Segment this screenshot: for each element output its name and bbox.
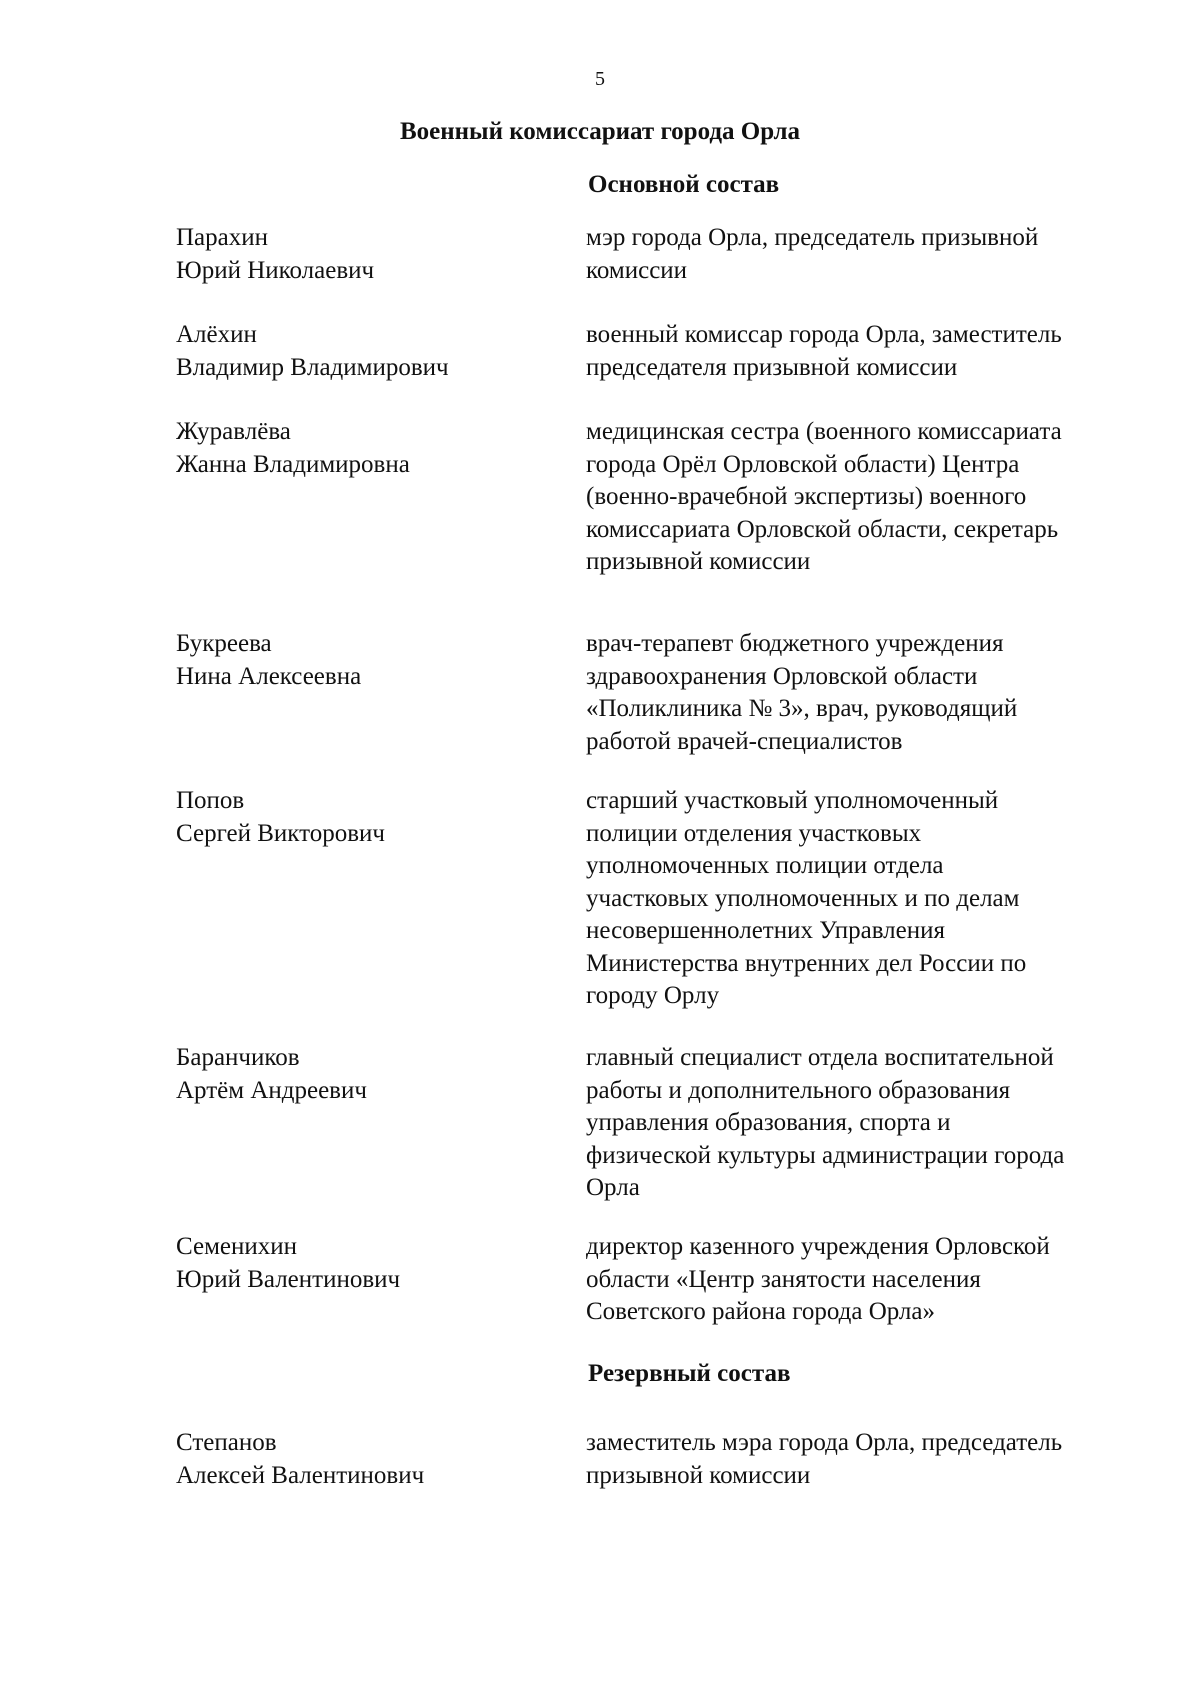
member-surname: Попов: [176, 787, 245, 814]
member-surname: Баранчиков: [176, 1044, 300, 1071]
role-line: полиции отделения участковых: [586, 819, 922, 847]
member-role: [586, 1042, 1146, 1205]
role-line: директор казенного учреждения Орловской: [586, 1233, 1050, 1260]
member-given-names: Сергей Викторович: [176, 819, 385, 847]
role-line: «Поликлиника № 3», врач, руководящий: [586, 695, 1018, 722]
member-surname: Семенихин: [176, 1233, 298, 1260]
member-given-names: Юрий Николаевич: [176, 256, 375, 284]
member-given-names: Артём Андреевич: [176, 1076, 367, 1104]
member-role: [586, 628, 1146, 758]
member-name: [176, 1042, 566, 1107]
section-heading-main: Основной состав: [588, 171, 780, 198]
member-name: [176, 319, 566, 384]
page-number: 5: [595, 68, 605, 90]
member-name: [176, 222, 566, 287]
member-name: [176, 1231, 566, 1296]
member-role: [586, 222, 1146, 287]
role-line: комиссии: [586, 256, 688, 284]
role-line: главный специалист отдела воспитательной: [586, 1044, 1054, 1071]
role-line: несовершеннолетних Управления: [586, 917, 946, 944]
role-line: медицинская сестра (военного комиссариата: [586, 418, 1062, 445]
member-role: [586, 785, 1146, 1013]
member-surname: Алёхин: [176, 321, 257, 348]
role-line: города Орёл Орловской области) Центра: [586, 450, 1020, 478]
role-line: призывной комиссии: [586, 548, 811, 575]
member-name: [176, 1427, 566, 1492]
role-line: заместитель мэра города Орла, председатель: [586, 1429, 1063, 1456]
member-given-names: Жанна Владимировна: [176, 450, 410, 478]
member-surname: Парахин: [176, 224, 269, 251]
role-line: мэр города Орла, председатель призывной: [586, 224, 1039, 251]
member-role: [586, 416, 1146, 579]
member-surname: Степанов: [176, 1429, 277, 1456]
role-line: работы и дополнительного образования: [586, 1076, 1011, 1104]
member-surname: Журавлёва: [176, 418, 291, 445]
member-given-names: Юрий Валентинович: [176, 1265, 401, 1293]
role-line: Министерства внутренних дел России по: [586, 949, 1027, 977]
role-line: области «Центр занятости населения: [586, 1265, 981, 1293]
role-line: участковых уполномоченных и по делам: [586, 884, 1020, 912]
member-name: [176, 785, 566, 850]
role-line: управления образования, спорта и: [586, 1109, 951, 1136]
role-line: Орла: [586, 1174, 640, 1201]
role-line: здравоохранения Орловской области: [586, 662, 978, 690]
role-line: старший участковый уполномоченный: [586, 787, 999, 814]
role-line: уполномоченных полиции отдела: [586, 852, 944, 879]
member-role: [586, 319, 1146, 384]
member-role: [586, 1231, 1146, 1329]
role-line: Советского района города Орла»: [586, 1298, 935, 1325]
member-role: [586, 1427, 1146, 1492]
member-given-names: Алексей Валентинович: [176, 1461, 425, 1489]
role-line: председателя призывной комиссии: [586, 353, 958, 381]
role-line: врач-терапевт бюджетного учреждения: [586, 630, 1004, 657]
member-given-names: Владимир Владимирович: [176, 353, 449, 381]
role-line: работой врачей-специалистов: [586, 727, 903, 755]
document-title: Военный комиссариат города Орла: [399, 118, 801, 145]
role-line: военный комиссар города Орла, заместитель: [586, 321, 1062, 348]
section-heading-reserve: Резервный состав: [588, 1360, 791, 1387]
member-given-names: Нина Алексеевна: [176, 662, 362, 690]
role-line: комиссариата Орловской области, секретарь: [586, 515, 1059, 543]
role-line: городу Орлу: [586, 982, 720, 1009]
member-name: [176, 628, 566, 693]
member-name: [176, 416, 566, 481]
member-surname: Букреева: [176, 630, 272, 657]
role-line: физической культуры администрации города: [586, 1141, 1065, 1169]
role-line: (военно-врачебной экспертизы) военного: [586, 483, 1027, 510]
role-line: призывной комиссии: [586, 1461, 811, 1489]
